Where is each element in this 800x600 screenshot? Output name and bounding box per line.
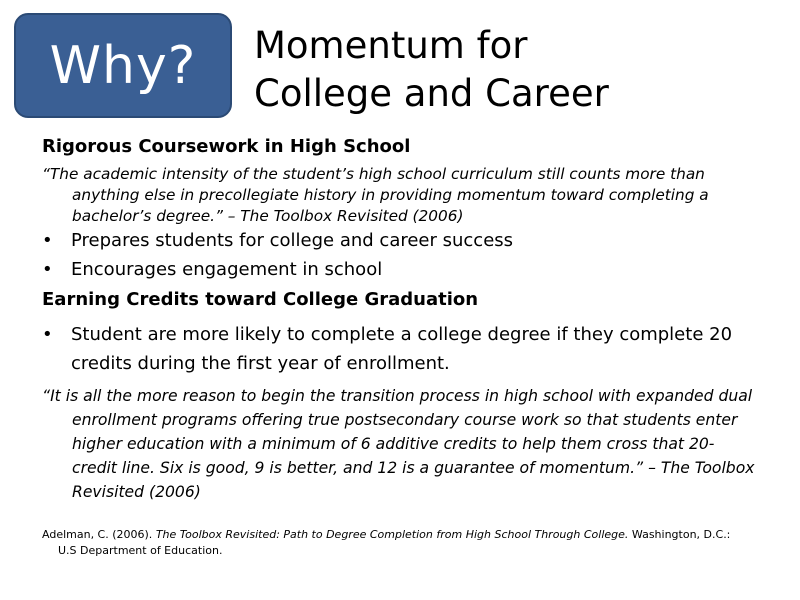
bullet-dot: • <box>42 259 53 280</box>
reference-publisher: Washington, D.C.: U.S Department of Education. <box>58 528 731 557</box>
reference-citation <box>42 527 747 559</box>
bullet-text: Encourages engagement in school <box>71 259 383 280</box>
bullet-dot: • <box>42 324 53 345</box>
why-badge-label: Why? <box>49 35 197 96</box>
bullet-text: Prepares students for college and career success <box>71 230 514 251</box>
section-heading-coursework: Rigorous Coursework in High School <box>42 136 411 157</box>
bullet-text: Student are more likely to complete a college degree if they complete 20 credits during the first year of enrollment. <box>71 324 733 374</box>
toolbox-quote-2: “It is all the more reason to begin the transition process in high school with expanded dual enrollment programs offering true postsecondary course work so that students enter higher education with a minimum of 6 additive credits to help them cross that 20-credit line. Six is good, 9 is better, and 12 is a guarantee of momentum.” – The Toolbox Revisited (2006) <box>42 387 755 501</box>
slide-title <box>254 22 609 118</box>
slide-title-line-2: College and Career <box>254 72 609 115</box>
slide-title-line-1: Momentum for <box>254 24 528 67</box>
bullet-item <box>42 320 757 378</box>
section-heading-credits: Earning Credits toward College Graduation <box>42 289 479 310</box>
bullet-item <box>42 256 757 284</box>
bullet-dot: • <box>42 230 53 251</box>
reference-author: Adelman, C. (2006). <box>42 528 153 541</box>
why-badge <box>14 13 232 118</box>
reference-title: The Toolbox Revisited: Path to Degree Completion from High School Through College. <box>155 528 629 541</box>
toolbox-quote-1: “The academic intensity of the student’s high school curriculum still counts more than anything else in precollegiate history in providing momentum toward completing a bachelor’s degree.” – The Toolbox Revisited (2006) <box>42 165 709 225</box>
bullet-item <box>42 227 757 255</box>
